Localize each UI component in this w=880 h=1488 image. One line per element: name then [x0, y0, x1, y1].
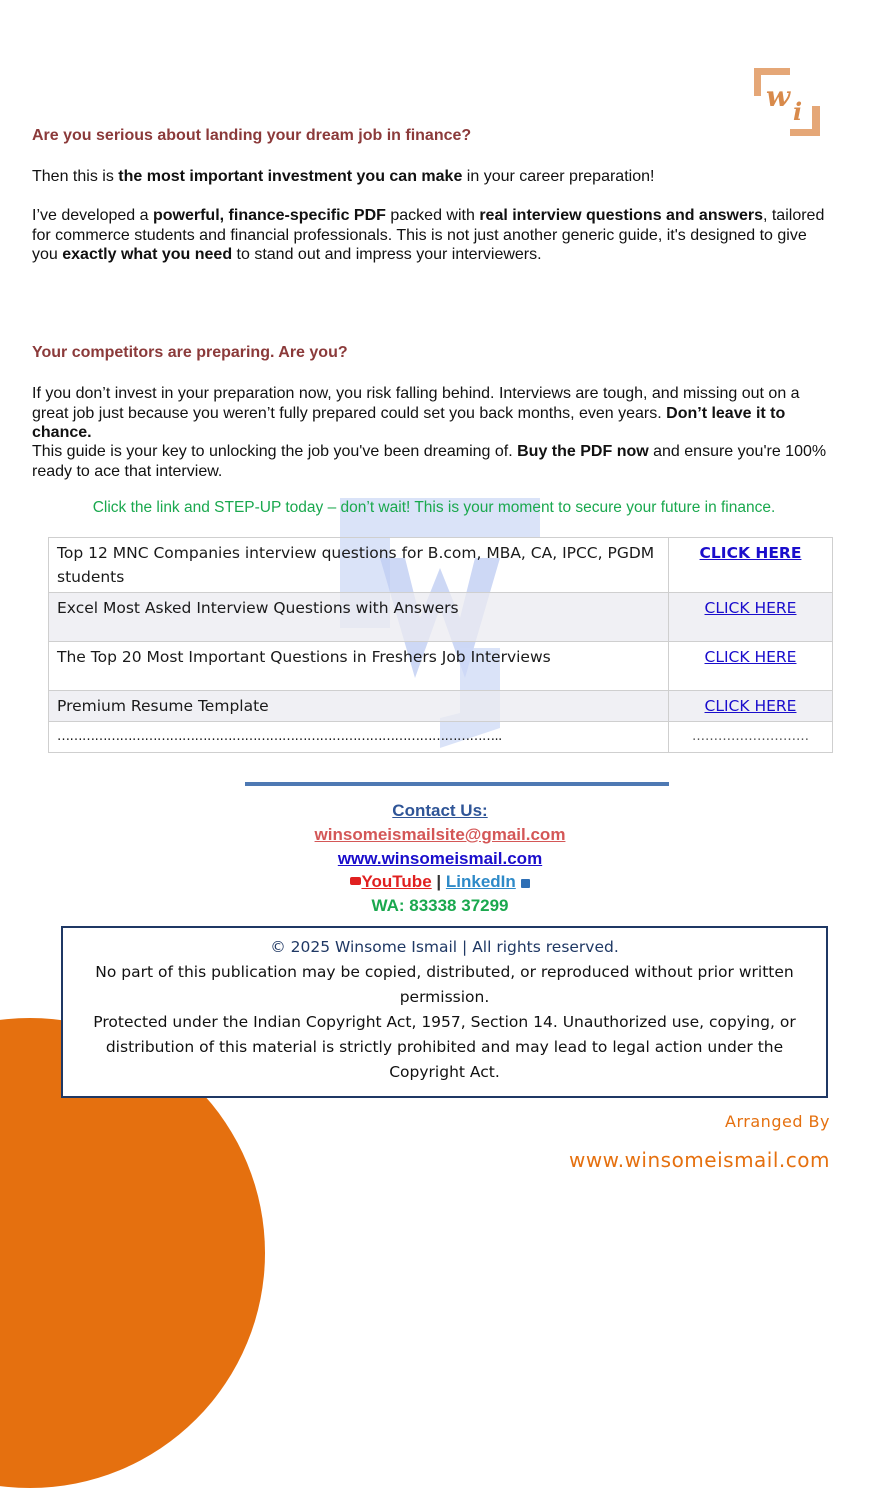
- contact-heading: Contact Us:: [392, 801, 488, 820]
- website-link[interactable]: www.winsomeismail.com: [337, 849, 543, 868]
- row-title: Premium Resume Template: [49, 691, 669, 722]
- section2-paragraph-2: [32, 442, 832, 481]
- section1-paragraph-1: [32, 167, 832, 187]
- table-row: [49, 538, 833, 593]
- youtube-link[interactable]: YouTube: [361, 872, 432, 891]
- click-here-link[interactable]: CLICK HERE: [704, 599, 797, 617]
- click-here-link[interactable]: CLICK HERE: [704, 648, 797, 666]
- text-run: I’ve developed a: [32, 207, 153, 224]
- bold-text-run: exactly what you need: [62, 246, 233, 263]
- text-run: If you don’t invest in your preparation now, you risk falling behind. Interviews are tough, and missing out on a great job just because you weren’t fully prepared could set you back months, even years.: [32, 385, 800, 422]
- bold-text-run: the most important investment you can make: [118, 168, 463, 185]
- copyright-line-2: Protected under the Indian Copyright Act, 1957, Section 14. Unauthorized use, copying, or distribution of this material is strictly prohibited and may lead to legal action under the Copyright Act.: [93, 1013, 796, 1081]
- email-link[interactable]: winsomeismailsite@gmail.com: [314, 825, 566, 844]
- cta-text: Click the link and STEP-UP today – don’t wait! This is your moment to secure your future in finance.: [92, 499, 776, 516]
- text-run: and ensure you're 100% ready to ace that interview.: [32, 443, 827, 480]
- row-title: The Top 20 Most Important Questions in Freshers Job Interviews: [49, 642, 669, 691]
- click-here-link-cell: [669, 642, 833, 691]
- section1-paragraph-2: [32, 206, 832, 265]
- bold-text-run: Don’t leave it to chance.: [32, 404, 786, 441]
- text-run: in your career preparation!: [462, 168, 655, 185]
- click-here-link[interactable]: CLICK HERE: [704, 697, 797, 715]
- text-run: , tailored for commerce students and financial professionals. This is not just another generic guide, it's designed to give you: [32, 207, 825, 263]
- click-here-link[interactable]: CLICK HERE: [699, 544, 802, 562]
- table-row: [49, 691, 833, 722]
- website-line: [0, 849, 880, 869]
- bold-text-run: powerful, finance-specific PDF: [152, 207, 386, 224]
- row-title: Excel Most Asked Interview Questions with Answers: [49, 593, 669, 642]
- click-here-link-cell: [669, 691, 833, 722]
- table-row: [49, 642, 833, 691]
- table-row: [49, 593, 833, 642]
- copyright-title: © 2025 Winsome Ismail | All rights reserved.: [270, 938, 619, 956]
- footer-website: www.winsomeismail.com: [568, 1148, 830, 1172]
- text-run: Then this is: [32, 168, 119, 185]
- social-line: [0, 872, 880, 892]
- divider-bar: [245, 782, 669, 786]
- click-here-link-cell: [669, 593, 833, 642]
- arranged-by-label: Arranged By: [725, 1112, 830, 1131]
- youtube-icon: [350, 877, 361, 885]
- section2-heading: Your competitors are preparing. Are you?: [32, 344, 348, 361]
- section1-heading: Are you serious about landing your dream job in finance?: [32, 127, 472, 144]
- text-run: packed with: [385, 207, 480, 224]
- svg-text:w: w: [766, 80, 791, 113]
- linkedin-icon: [521, 879, 530, 888]
- section2-paragraph-1: [32, 384, 832, 443]
- whatsapp-number: WA: 83338 37299: [371, 896, 509, 915]
- copyright-box: [61, 926, 828, 1098]
- placeholder-dots: ………………………: [669, 722, 833, 753]
- click-here-link-cell: [669, 538, 833, 593]
- bold-text-run: real interview questions and answers: [479, 207, 763, 224]
- placeholder-dots: ……………………………………………………………………………………………..: [49, 722, 669, 753]
- wi-logo-icon: [750, 66, 826, 140]
- separator: |: [436, 872, 442, 891]
- copyright-line-1: No part of this publication may be copied, distributed, or reproduced without prior written permission.: [95, 963, 794, 1006]
- text-run: to stand out and impress your interviewers.: [232, 246, 542, 263]
- bold-text-run: Buy the PDF now: [517, 443, 649, 460]
- email-line: [0, 825, 880, 845]
- linkedin-link[interactable]: LinkedIn: [445, 872, 516, 891]
- text-run: This guide is your key to unlocking the job you've been dreaming of.: [32, 443, 518, 460]
- table-row: [49, 722, 833, 753]
- row-title: Top 12 MNC Companies interview questions for B.com, MBA, CA, IPCC, PGDM students: [49, 538, 669, 593]
- resource-links-table: [48, 537, 833, 753]
- svg-text:i: i: [793, 97, 803, 126]
